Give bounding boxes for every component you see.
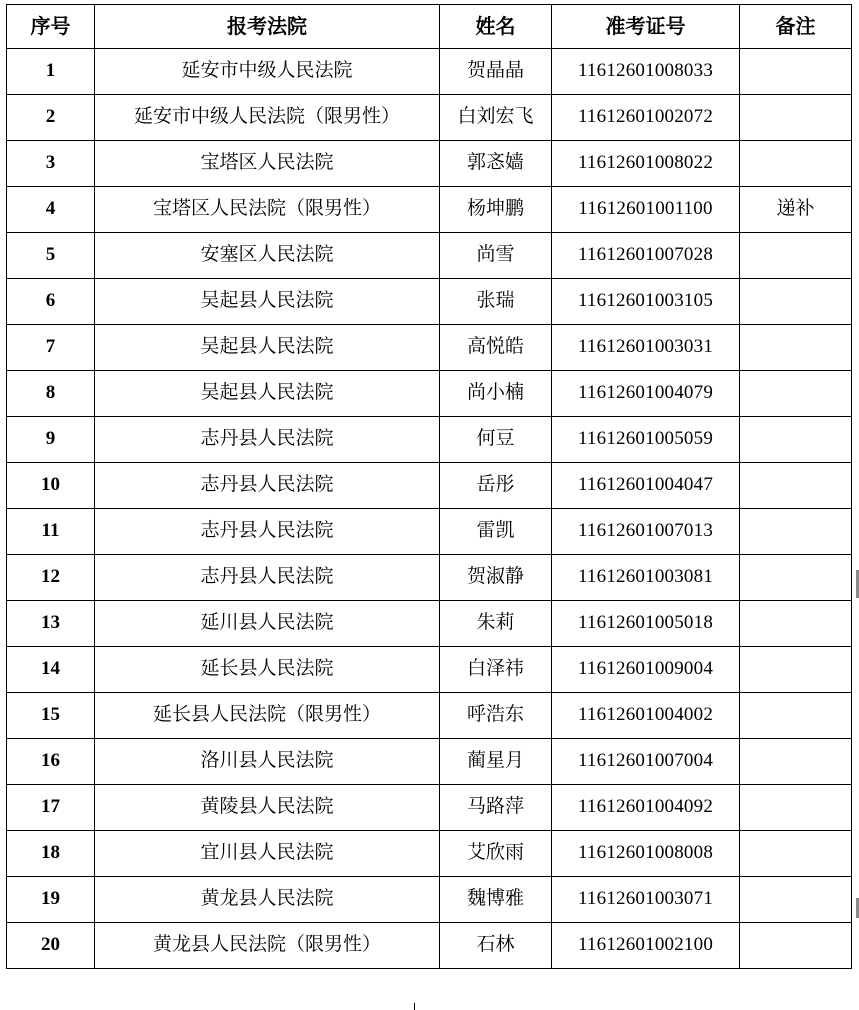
cell-ticket: 11612601007004 xyxy=(552,739,740,785)
cell-ticket: 11612601005018 xyxy=(552,601,740,647)
cell-court: 延川县人民法院 xyxy=(95,601,440,647)
cell-court: 宝塔区人民法院 xyxy=(95,141,440,187)
cell-note xyxy=(740,647,852,693)
cell-name: 白泽祎 xyxy=(440,647,552,693)
cell-court: 志丹县人民法院 xyxy=(95,509,440,555)
cell-note xyxy=(740,877,852,923)
cell-index: 19 xyxy=(7,877,95,923)
cell-note xyxy=(740,279,852,325)
cell-ticket: 11612601007013 xyxy=(552,509,740,555)
column-header-ticket: 准考证号 xyxy=(552,5,740,49)
cell-name: 贺晶晶 xyxy=(440,49,552,95)
cell-index: 18 xyxy=(7,831,95,877)
table-row xyxy=(7,693,852,739)
cell-index: 5 xyxy=(7,233,95,279)
cell-note xyxy=(740,325,852,371)
cell-name: 魏博雅 xyxy=(440,877,552,923)
cell-index: 6 xyxy=(7,279,95,325)
cell-index: 12 xyxy=(7,555,95,601)
cell-court: 志丹县人民法院 xyxy=(95,463,440,509)
table-row xyxy=(7,463,852,509)
table-row xyxy=(7,233,852,279)
cell-note xyxy=(740,693,852,739)
table-row xyxy=(7,371,852,417)
cell-note xyxy=(740,831,852,877)
column-header-name: 姓名 xyxy=(440,5,552,49)
cell-ticket: 11612601002072 xyxy=(552,95,740,141)
table-row xyxy=(7,785,852,831)
cell-note xyxy=(740,785,852,831)
cell-ticket: 11612601004002 xyxy=(552,693,740,739)
cell-name: 张瑞 xyxy=(440,279,552,325)
cell-index: 14 xyxy=(7,647,95,693)
cell-index: 11 xyxy=(7,509,95,555)
cell-ticket: 11612601007028 xyxy=(552,233,740,279)
cell-note xyxy=(740,417,852,463)
cell-court: 志丹县人民法院 xyxy=(95,417,440,463)
cell-name: 蔺星月 xyxy=(440,739,552,785)
cell-court: 安塞区人民法院 xyxy=(95,233,440,279)
table-header-row xyxy=(7,5,852,49)
cell-name: 尚雪 xyxy=(440,233,552,279)
cell-ticket: 11612601003031 xyxy=(552,325,740,371)
table-row xyxy=(7,739,852,785)
cell-name: 艾欣雨 xyxy=(440,831,552,877)
table-row xyxy=(7,325,852,371)
cell-index: 4 xyxy=(7,187,95,233)
page-edge-tick xyxy=(414,1003,415,1010)
cell-name: 马路萍 xyxy=(440,785,552,831)
cell-court: 黄陵县人民法院 xyxy=(95,785,440,831)
cell-note xyxy=(740,233,852,279)
column-header-court: 报考法院 xyxy=(95,5,440,49)
cell-note xyxy=(740,601,852,647)
table-row xyxy=(7,509,852,555)
cell-note xyxy=(740,923,852,969)
table-row xyxy=(7,923,852,969)
cell-court: 吴起县人民法院 xyxy=(95,325,440,371)
cell-court: 宝塔区人民法院（限男性） xyxy=(95,187,440,233)
table-row xyxy=(7,49,852,95)
table-row xyxy=(7,831,852,877)
cell-court: 吴起县人民法院 xyxy=(95,279,440,325)
document-page xyxy=(0,4,859,1010)
cell-index: 9 xyxy=(7,417,95,463)
cell-ticket: 11612601004092 xyxy=(552,785,740,831)
cell-index: 8 xyxy=(7,371,95,417)
cell-ticket: 11612601002100 xyxy=(552,923,740,969)
table-row xyxy=(7,279,852,325)
cell-index: 7 xyxy=(7,325,95,371)
table-row xyxy=(7,95,852,141)
cell-index: 2 xyxy=(7,95,95,141)
cell-name: 石林 xyxy=(440,923,552,969)
table-body xyxy=(7,49,852,969)
table-row xyxy=(7,141,852,187)
cell-note xyxy=(740,555,852,601)
cell-court: 黄龙县人民法院 xyxy=(95,877,440,923)
cell-ticket: 11612601004047 xyxy=(552,463,740,509)
cell-ticket: 11612601008008 xyxy=(552,831,740,877)
cell-name: 雷凯 xyxy=(440,509,552,555)
cell-ticket: 11612601001100 xyxy=(552,187,740,233)
cell-note xyxy=(740,463,852,509)
cell-ticket: 11612601003071 xyxy=(552,877,740,923)
table-row xyxy=(7,417,852,463)
cell-ticket: 11612601003081 xyxy=(552,555,740,601)
cell-court: 志丹县人民法院 xyxy=(95,555,440,601)
cell-name: 贺淑静 xyxy=(440,555,552,601)
cell-court: 吴起县人民法院 xyxy=(95,371,440,417)
cell-note xyxy=(740,95,852,141)
cell-court: 延安市中级人民法院（限男性） xyxy=(95,95,440,141)
cell-name: 高悦皓 xyxy=(440,325,552,371)
cell-ticket: 11612601003105 xyxy=(552,279,740,325)
table-row xyxy=(7,555,852,601)
cell-name: 何豆 xyxy=(440,417,552,463)
cell-index: 17 xyxy=(7,785,95,831)
cell-index: 20 xyxy=(7,923,95,969)
cell-ticket: 11612601004079 xyxy=(552,371,740,417)
cell-note: 递补 xyxy=(740,187,852,233)
cell-note xyxy=(740,371,852,417)
cell-name: 白刘宏飞 xyxy=(440,95,552,141)
column-header-note: 备注 xyxy=(740,5,852,49)
cell-name: 郭忞嫱 xyxy=(440,141,552,187)
column-header-index: 序号 xyxy=(7,5,95,49)
cell-note xyxy=(740,49,852,95)
cell-index: 15 xyxy=(7,693,95,739)
cell-note xyxy=(740,141,852,187)
table-row xyxy=(7,877,852,923)
cell-index: 13 xyxy=(7,601,95,647)
cell-index: 16 xyxy=(7,739,95,785)
candidate-roster-table xyxy=(6,4,852,969)
table-row xyxy=(7,647,852,693)
cell-name: 尚小楠 xyxy=(440,371,552,417)
cell-court: 宜川县人民法院 xyxy=(95,831,440,877)
cell-index: 3 xyxy=(7,141,95,187)
cell-ticket: 11612601009004 xyxy=(552,647,740,693)
cell-court: 延长县人民法院（限男性） xyxy=(95,693,440,739)
cell-court: 洛川县人民法院 xyxy=(95,739,440,785)
cell-court: 延安市中级人民法院 xyxy=(95,49,440,95)
cell-ticket: 11612601005059 xyxy=(552,417,740,463)
cell-name: 呼浩东 xyxy=(440,693,552,739)
cell-index: 1 xyxy=(7,49,95,95)
table-row xyxy=(7,601,852,647)
cell-name: 岳彤 xyxy=(440,463,552,509)
cell-note xyxy=(740,739,852,785)
cell-ticket: 11612601008033 xyxy=(552,49,740,95)
cell-index: 10 xyxy=(7,463,95,509)
cell-court: 延长县人民法院 xyxy=(95,647,440,693)
cell-ticket: 11612601008022 xyxy=(552,141,740,187)
cell-name: 朱莉 xyxy=(440,601,552,647)
cell-name: 杨坤鹏 xyxy=(440,187,552,233)
cell-court: 黄龙县人民法院（限男性） xyxy=(95,923,440,969)
cell-note xyxy=(740,509,852,555)
table-row xyxy=(7,187,852,233)
